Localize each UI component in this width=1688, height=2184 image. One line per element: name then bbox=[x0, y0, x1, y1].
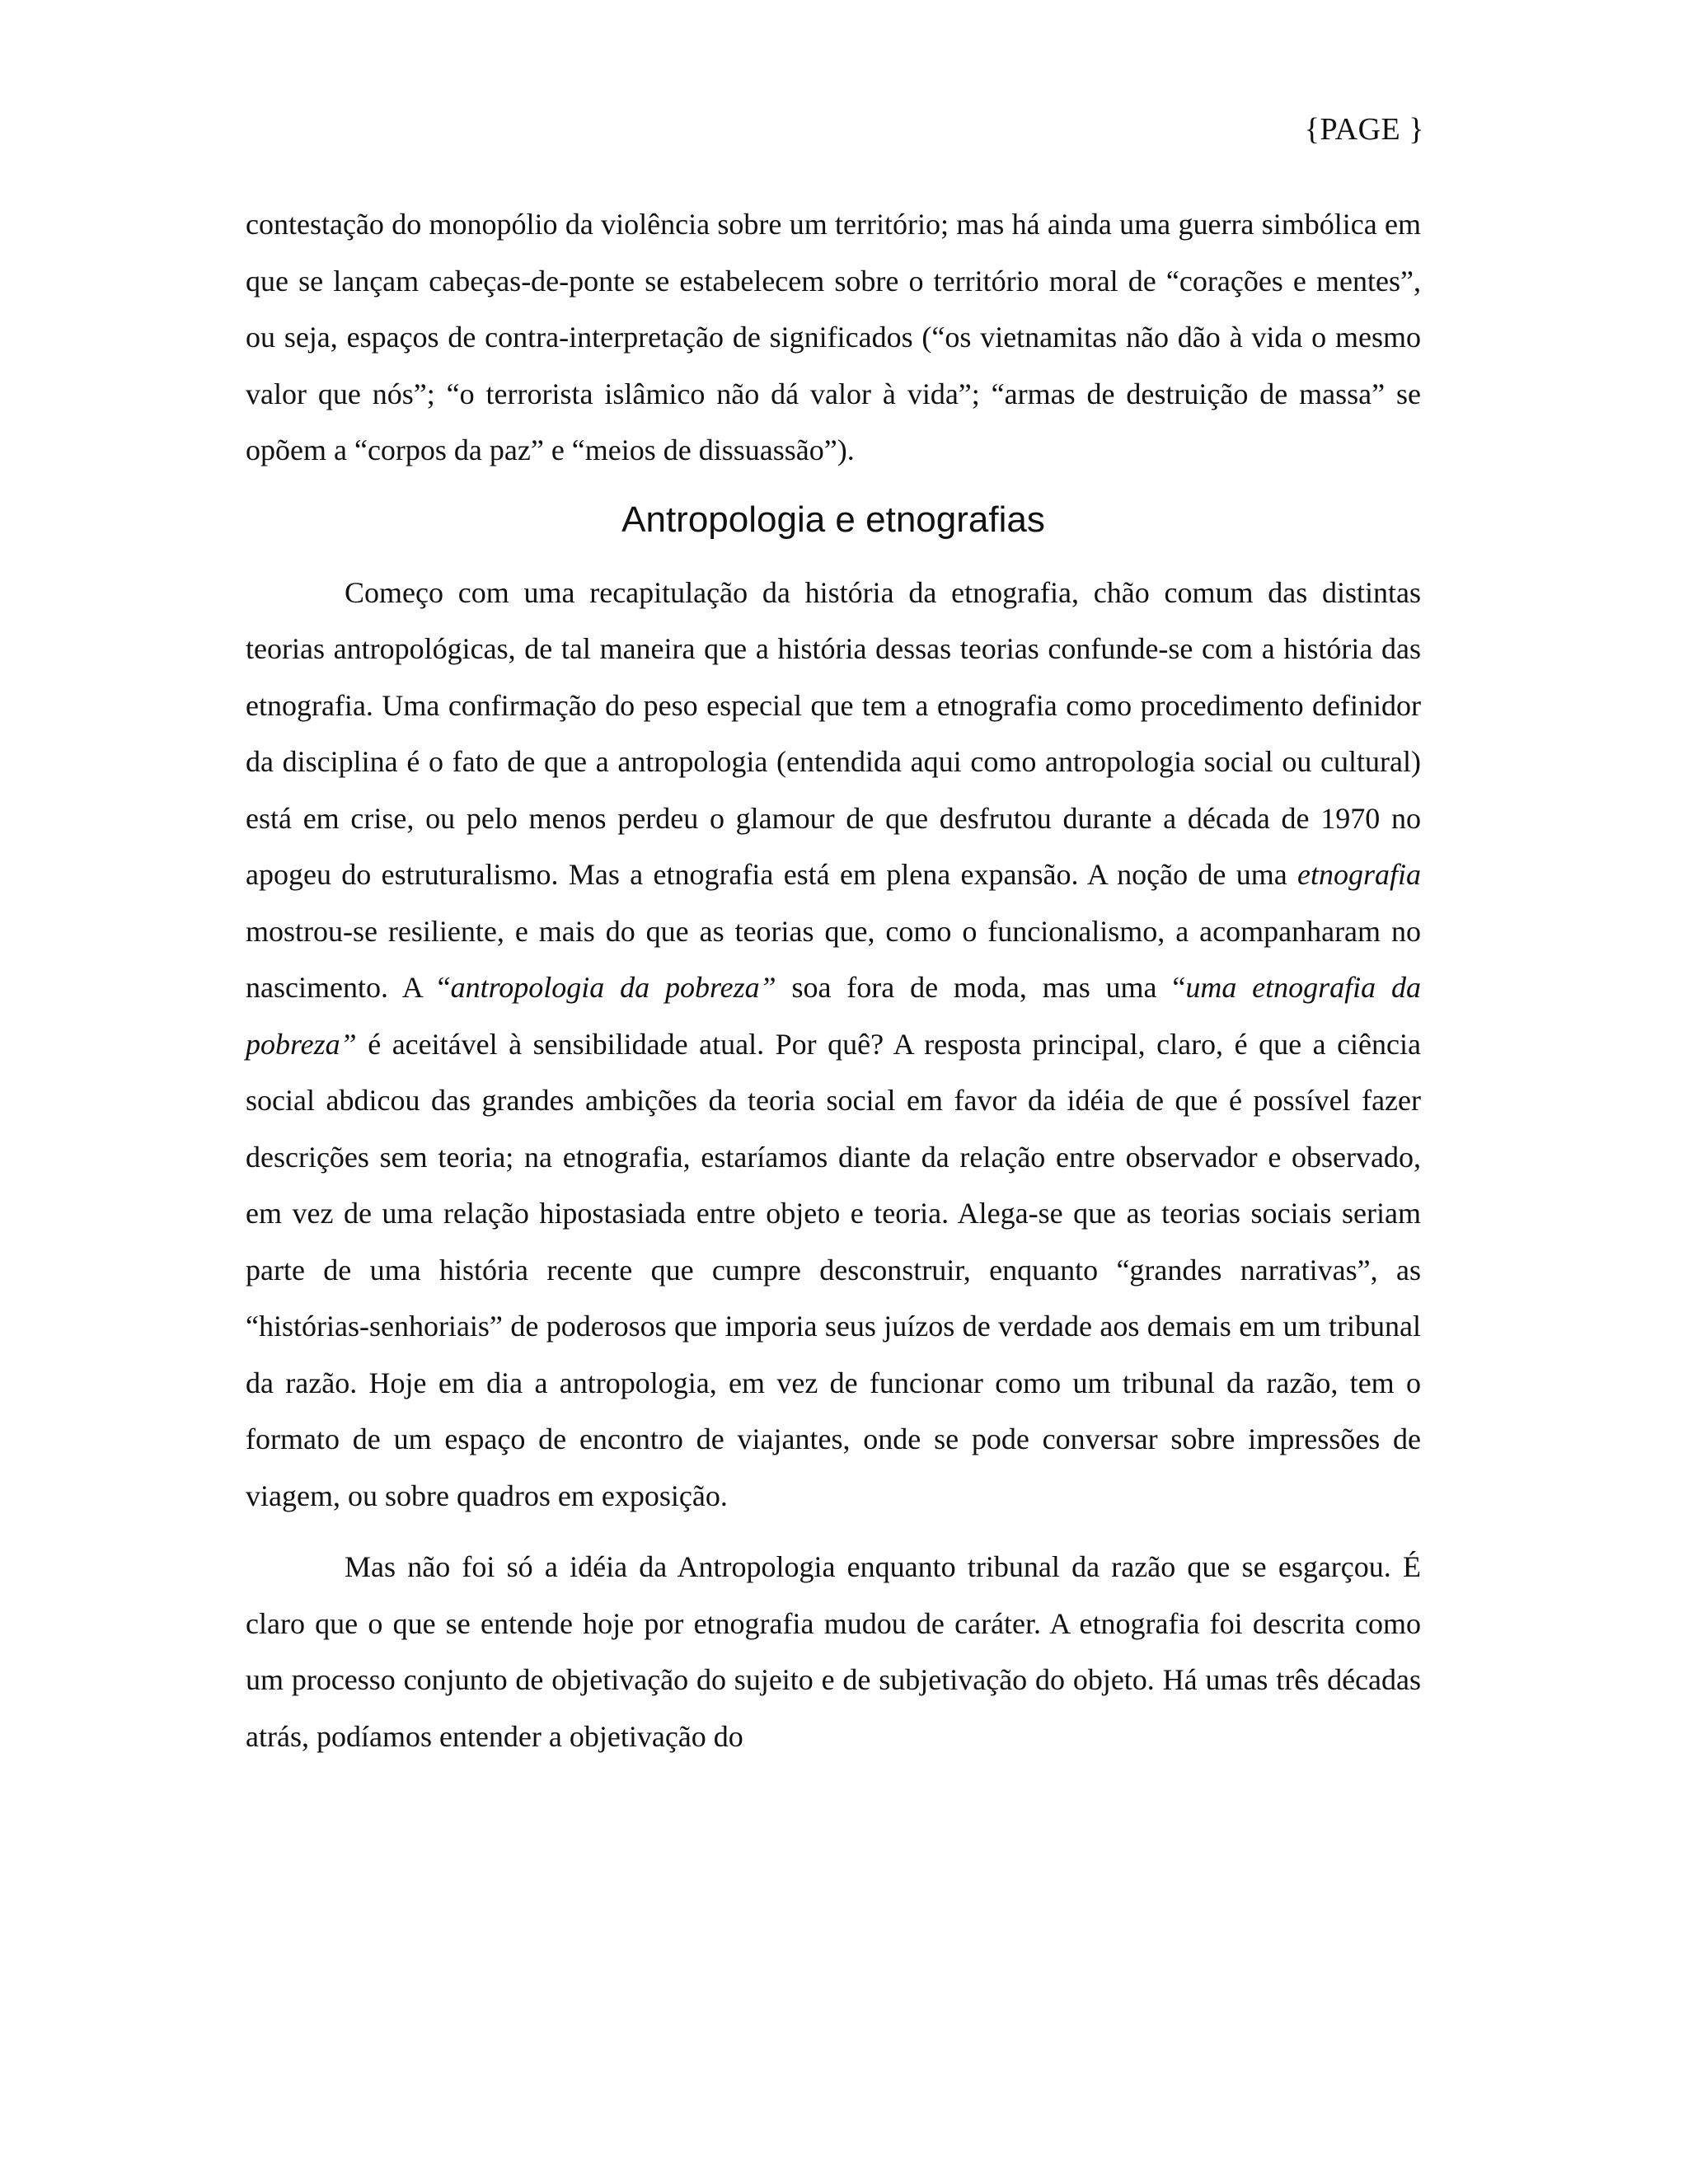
italic-term-antropologia-pobreza: antropologia da pobreza” bbox=[450, 971, 776, 1004]
italic-term-etnografia: etnografia bbox=[1297, 858, 1421, 891]
italic-term-etnografia-pobreza: uma etnografia da pobreza” bbox=[246, 971, 1421, 1061]
paragraph-text-segment: Começo com uma recapitulação da história da etnografia, chão comum das distintas teorias antropológicas, de tal maneira que a história dessas teorias confunde-se com a história das etnografia. Uma confirmação do peso especial que tem a etnografia como procedimento definidor da disciplina é o fato de que a antropologia (entendida aqui como antropologia social ou cultural) está em crise, ou pelo menos perdeu o glamour de que desfrutou durante a década de 1970 no apogeu do estruturalismo. Mas a etnografia está em plena expansão. A noção de uma bbox=[246, 575, 1421, 891]
continuation-paragraph: contestação do monopólio da violência sobre um território; mas há ainda uma guerra simbólica em que se lançam cabeças-de-ponte se estabelecem sobre o território moral de “corações e mentes”, ou seja, espaços de contra-interpretação de significados (“os vietnamitas não dão à vida o mesmo valor que nós”; “o terrorista islâmico não dá valor à vida”; “armas de destruição de massa” se opõem a “corpos da paz” e “meios de dissuassão”). bbox=[246, 208, 1421, 466]
document-body bbox=[246, 196, 1421, 1765]
paragraph-tribunal-razao: Mas não foi só a idéia da Antropologia enquanto tribunal da razão que se esgarçou. É claro que o que se entende hoje por etnografia mudou de caráter. A etnografia foi descrita como um processo conjunto de objetivação do sujeito e de subjetivação do objeto. Há umas três décadas atrás, podíamos entender a objetivação do bbox=[246, 1550, 1421, 1753]
page-number-field: {PAGE } bbox=[1304, 112, 1424, 147]
paragraph-etnografia-history bbox=[246, 565, 1421, 1525]
paragraph-text-segment: é aceitável à sensibilidade atual. Por quê? A resposta principal, claro, é que a ciência social abdicou das grandes ambições da teoria social em favor da idéia de que é possível fazer descrições sem teoria; na etnografia, estaríamos diante da relação entre observador e observado, em vez de uma relação hipostasiada entre objeto e teoria. Alega-se que as teorias sociais seriam parte de uma história recente que cumpre desconstruir, enquanto “grandes narrativas”, as “histórias-senhoriais” de poderosos que imporia seus juízos de verdade aos demais em um tribunal da razão. Hoje em dia a antropologia, em vez de funcionar como um tribunal da razão, tem o formato de um espaço de encontro de viajantes, onde se pode conversar sobre impressões de viagem, ou sobre quadros em exposição. bbox=[246, 1027, 1421, 1512]
paragraph-text-segment: soa fora de moda, mas uma “ bbox=[776, 971, 1186, 1004]
paragraph-text-segment: mostrou-se resiliente, e mais do que as teorias que, como o funcionalismo, a acompanharam no nascimento. A “ bbox=[246, 914, 1421, 1004]
section-heading: Antropologia e etnografias bbox=[621, 499, 1045, 540]
